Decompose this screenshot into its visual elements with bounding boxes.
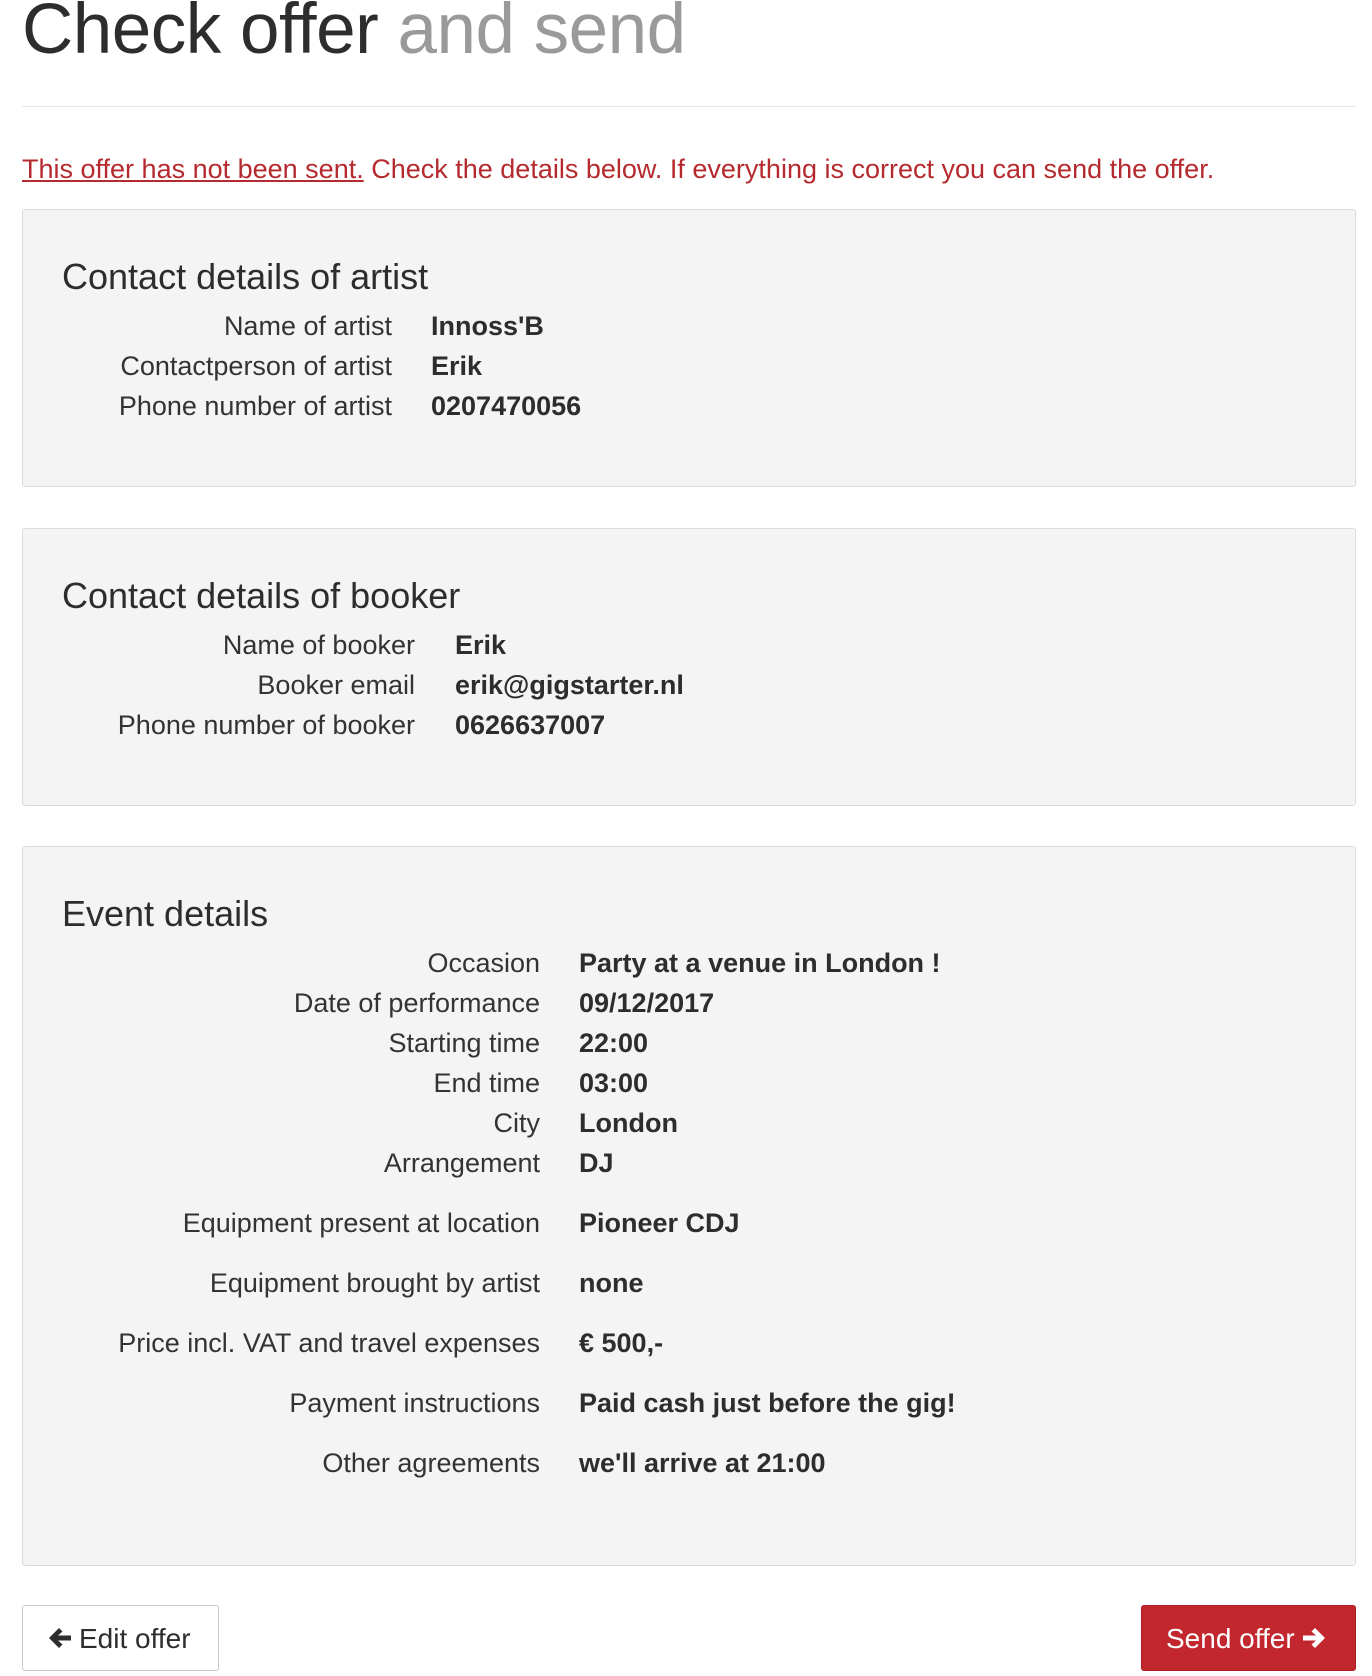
detail-value: Party at a venue in London ! [579,948,941,978]
booker-contact-panel [22,528,1356,806]
detail-value: Erik [455,630,507,660]
detail-label: Other agreements [322,1448,540,1478]
detail-value: we'll arrive at 21:00 [579,1448,826,1478]
arrow-right-icon [1301,1625,1327,1651]
page-title-sub: and send [397,0,686,69]
offer-status-notice [22,152,1356,186]
event-details-panel [22,846,1356,1566]
notice-text: Check the details below. If everything is correct you can send the offer. [363,154,1215,184]
detail-value: 22:00 [579,1028,649,1058]
detail-value: 0207470056 [431,391,582,421]
page-title-main: Check offer [22,0,379,69]
detail-value: erik@gigstarter.nl [455,670,684,700]
detail-value: none [579,1268,644,1298]
title-divider [22,106,1356,107]
arrow-left-icon [47,1625,73,1651]
offer-not-sent-link[interactable]: This offer has not been sent. [22,154,364,184]
detail-label: Name of artist [223,311,392,341]
detail-label: Date of performance [293,988,540,1018]
event-panel-heading: Event details [62,893,269,934]
send-offer-button[interactable] [1141,1605,1356,1671]
page-title [22,0,686,69]
detail-value: London [579,1108,678,1138]
edit-offer-button[interactable] [22,1605,219,1671]
detail-value: Pioneer CDJ [579,1208,740,1238]
detail-label: Arrangement [383,1148,540,1178]
detail-value: 0626637007 [455,710,606,740]
detail-label: Phone number of artist [118,391,392,421]
detail-label: End time [433,1068,540,1098]
detail-value: Paid cash just before the gig! [579,1388,956,1418]
detail-value: Erik [431,351,483,381]
detail-label: Name of booker [222,630,415,660]
detail-label: Starting time [388,1028,540,1058]
detail-value: € 500,- [579,1328,664,1358]
detail-value: DJ [579,1148,614,1178]
detail-label: Equipment brought by artist [209,1268,540,1298]
artist-contact-panel [22,209,1356,487]
detail-label: Payment instructions [289,1388,540,1418]
detail-label: Contactperson of artist [120,351,392,381]
detail-value: 03:00 [579,1068,649,1098]
detail-value: 09/12/2017 [579,988,715,1018]
edit-offer-label: Edit offer [79,1623,191,1654]
detail-label: Phone number of booker [117,710,415,740]
detail-label: Equipment present at location [182,1208,540,1238]
detail-label: City [493,1108,540,1138]
detail-value: Innoss'B [431,311,544,341]
detail-label: Booker email [257,670,415,700]
booker-panel-heading: Contact details of booker [62,575,461,616]
detail-label: Occasion [427,948,540,978]
detail-label: Price incl. VAT and travel expenses [118,1328,540,1358]
send-offer-label: Send offer [1166,1623,1295,1654]
artist-panel-heading: Contact details of artist [62,256,429,297]
